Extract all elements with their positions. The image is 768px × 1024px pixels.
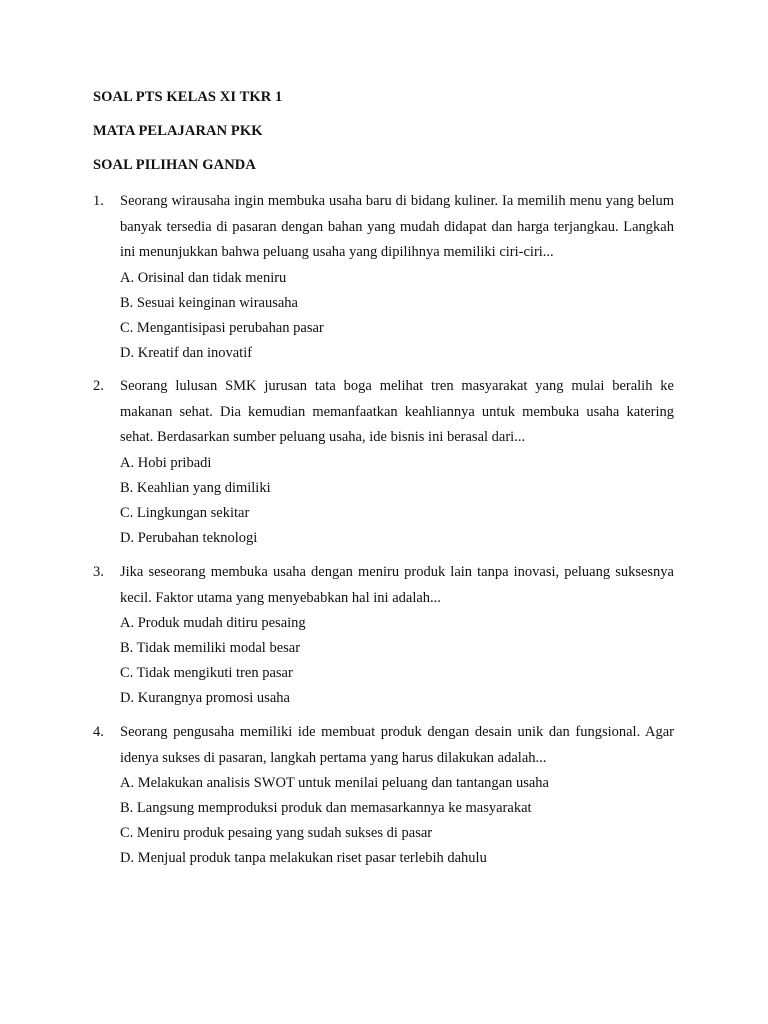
option-a: A. Orisinal dan tidak meniru (120, 269, 287, 286)
options-list (120, 611, 674, 711)
options-list (120, 266, 674, 366)
options-list (120, 771, 674, 871)
question-text: Seorang pengusaha memiliki ide membuat produk dengan desain unik dan fungsional. Agar idenya sukses di pasaran, langkah pertama yang harus dilakukan adalah... (120, 724, 674, 766)
option-d: D. Kurangnya promosi usaha (120, 690, 290, 706)
option-c: C. Mengantisipasi perubahan pasar (120, 319, 324, 336)
section-heading: SOAL PILIHAN GANDA (93, 157, 256, 173)
question-text: Seorang wirausaha ingin membuka usaha baru di bidang kuliner. Ia memilih menu yang belum banyak tersedia di pasaran dengan bahan yang mudah didapat dan harga terjangkau. Langkah ini menunjukkan bahwa peluang usaha yang dipilihnya memiliki ciri-ciri... (120, 193, 674, 260)
question-number: 2. (93, 378, 104, 394)
question-3 (93, 560, 674, 711)
option-a: A. Melakukan analisis SWOT untuk menilai peluang dan tantangan usaha (120, 775, 549, 791)
question-4 (93, 720, 674, 871)
option-b: B. Keahlian yang dimiliki (120, 479, 271, 496)
question-text: Jika seseorang membuka usaha dengan meniru produk lain tanpa inovasi, peluang suksesnya kecil. Faktor utama yang menyebabkan hal ini adalah... (120, 564, 674, 606)
question-2 (93, 374, 674, 551)
option-c: C. Lingkungan sekitar (120, 504, 250, 521)
option-d: D. Kreatif dan inovatif (120, 344, 253, 361)
subject-heading: MATA PELAJARAN PKK (93, 123, 263, 139)
question-number: 4. (93, 724, 104, 740)
option-b: B. Tidak memiliki modal besar (120, 640, 301, 656)
question-number: 1. (93, 193, 104, 209)
question-1 (93, 189, 674, 366)
option-a: A. Produk mudah ditiru pesaing (120, 615, 306, 631)
option-d: D. Menjual produk tanpa melakukan riset pasar terlebih dahulu (120, 850, 487, 866)
option-a: A. Hobi pribadi (120, 454, 212, 471)
option-b: B. Sesuai keinginan wirausaha (120, 294, 298, 311)
option-c: C. Tidak mengikuti tren pasar (120, 665, 293, 681)
option-c: C. Meniru produk pesaing yang sudah sukses di pasar (120, 825, 433, 841)
question-number: 3. (93, 564, 104, 580)
option-b: B. Langsung memproduksi produk dan memasarkannya ke masyarakat (120, 800, 532, 816)
options-list (120, 451, 674, 551)
option-d: D. Perubahan teknologi (120, 529, 258, 546)
document-title: SOAL PTS KELAS XI TKR 1 (93, 89, 283, 105)
question-text: Seorang lulusan SMK jurusan tata boga melihat tren masyarakat yang mulai beralih ke makanan sehat. Dia kemudian memanfaatkan keahliannya untuk membuka usaha katering sehat. Berdasarkan sumber peluang usaha, ide bisnis ini berasal dari... (120, 378, 674, 445)
